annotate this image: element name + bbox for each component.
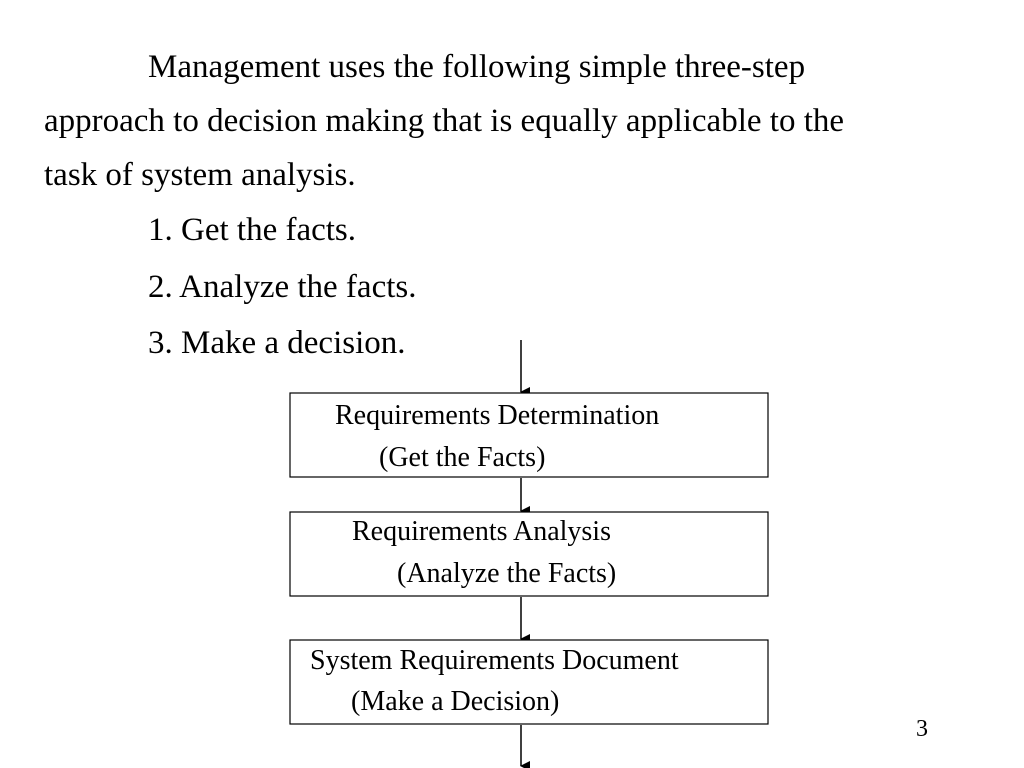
intro-line-2: approach to decision making that is equally applicable to the — [44, 103, 845, 139]
intro-line-1: Management uses the following simple three-step — [148, 49, 806, 85]
intro-line-3: task of system analysis. — [44, 157, 356, 193]
flow-box-2-subtitle: (Analyze the Facts) — [397, 558, 617, 589]
step-item-2: 2. Analyze the facts. — [148, 268, 417, 305]
flow-box-2-title: Requirements Analysis — [352, 516, 611, 547]
step-item-3: 3. Make a decision. — [148, 325, 406, 361]
flow-box-3-title: System Requirements Document — [310, 645, 679, 676]
page-number: 3 — [916, 716, 928, 742]
flow-box-1-title: Requirements Determination — [335, 400, 660, 431]
flow-box-3-subtitle: (Make a Decision) — [351, 686, 560, 717]
flow-box-1-subtitle: (Get the Facts) — [379, 442, 546, 473]
step-item-1: 1. Get the facts. — [148, 212, 357, 248]
